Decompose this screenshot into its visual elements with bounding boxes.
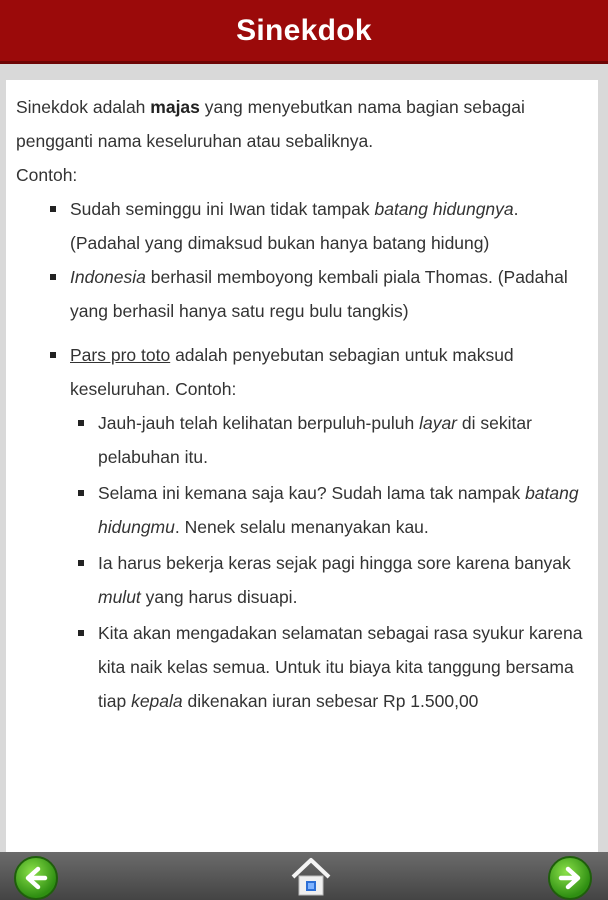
contoh-label: Contoh: [16,165,78,185]
home-icon [289,855,333,899]
example-text: Kita akan mengadakan selamatan sebagai rasa syukur karena kita naik kelas semua. Untuk itu biaya kita tanggung bersama tiap [98,623,583,711]
example-text: dikenakan iuran sebesar Rp 1.500,00 [182,691,479,711]
example-text: Jauh-jauh telah kelihatan berpuluh-puluh [98,413,420,433]
bottom-nav-bar [0,852,608,900]
example-italic: Indonesia [70,267,146,287]
example-italic: batang hidungnya [374,199,514,219]
page-title: Sinekdok [236,13,372,47]
example-text: . (Padahal yang dimaksud bukan hanya batang hidung) [70,199,519,253]
arrow-right-icon [555,863,585,893]
list-item [74,546,588,614]
list-item-pars-pro-toto [46,338,588,718]
example-text: di sekitar pelabuhan itu. [98,413,532,467]
example-text: berhasil memboyong kembali piala Thomas. (Padahal yang berhasil hanya satu regu bulu tangkis) [70,267,568,321]
list-item [74,476,588,544]
article-content[interactable] [6,80,598,852]
arrow-left-icon [21,863,51,893]
example-list [46,192,588,718]
next-button[interactable] [548,856,592,900]
example-italic: batang hidungmu [98,483,579,537]
list-item [46,192,588,260]
example-text: Sudah seminggu ini Iwan tidak tampak [70,199,375,219]
app-header [0,0,608,64]
intro-paragraph [16,90,588,158]
pars-pro-toto-text: adalah penyebutan sebagian untuk maksud keseluruhan. Contoh: [70,345,514,399]
home-button[interactable] [288,854,334,900]
example-text: . Nenek selalu menanyakan kau. [174,517,429,537]
example-italic: layar [419,413,458,433]
intro-text-2: yang menyebutkan nama bagian sebagai pengganti nama keseluruhan atau sebaliknya. [16,97,525,151]
example-italic: kepala [131,691,183,711]
example-text: yang harus disuapi. [140,587,298,607]
example-italic: mulut [98,587,141,607]
list-item [46,260,588,328]
pars-pro-toto-term: Pars pro toto [70,345,171,365]
pars-example-list [74,406,588,718]
list-item [74,616,588,718]
intro-bold: majas [150,97,200,117]
list-item [74,406,588,474]
example-text: Selama ini kemana saja kau? Sudah lama tak nampak [98,483,526,503]
intro-text-1: Sinekdok adalah [16,97,151,117]
prev-button[interactable] [14,856,58,900]
example-text: Ia harus bekerja keras sejak pagi hingga sore karena banyak [98,553,571,573]
